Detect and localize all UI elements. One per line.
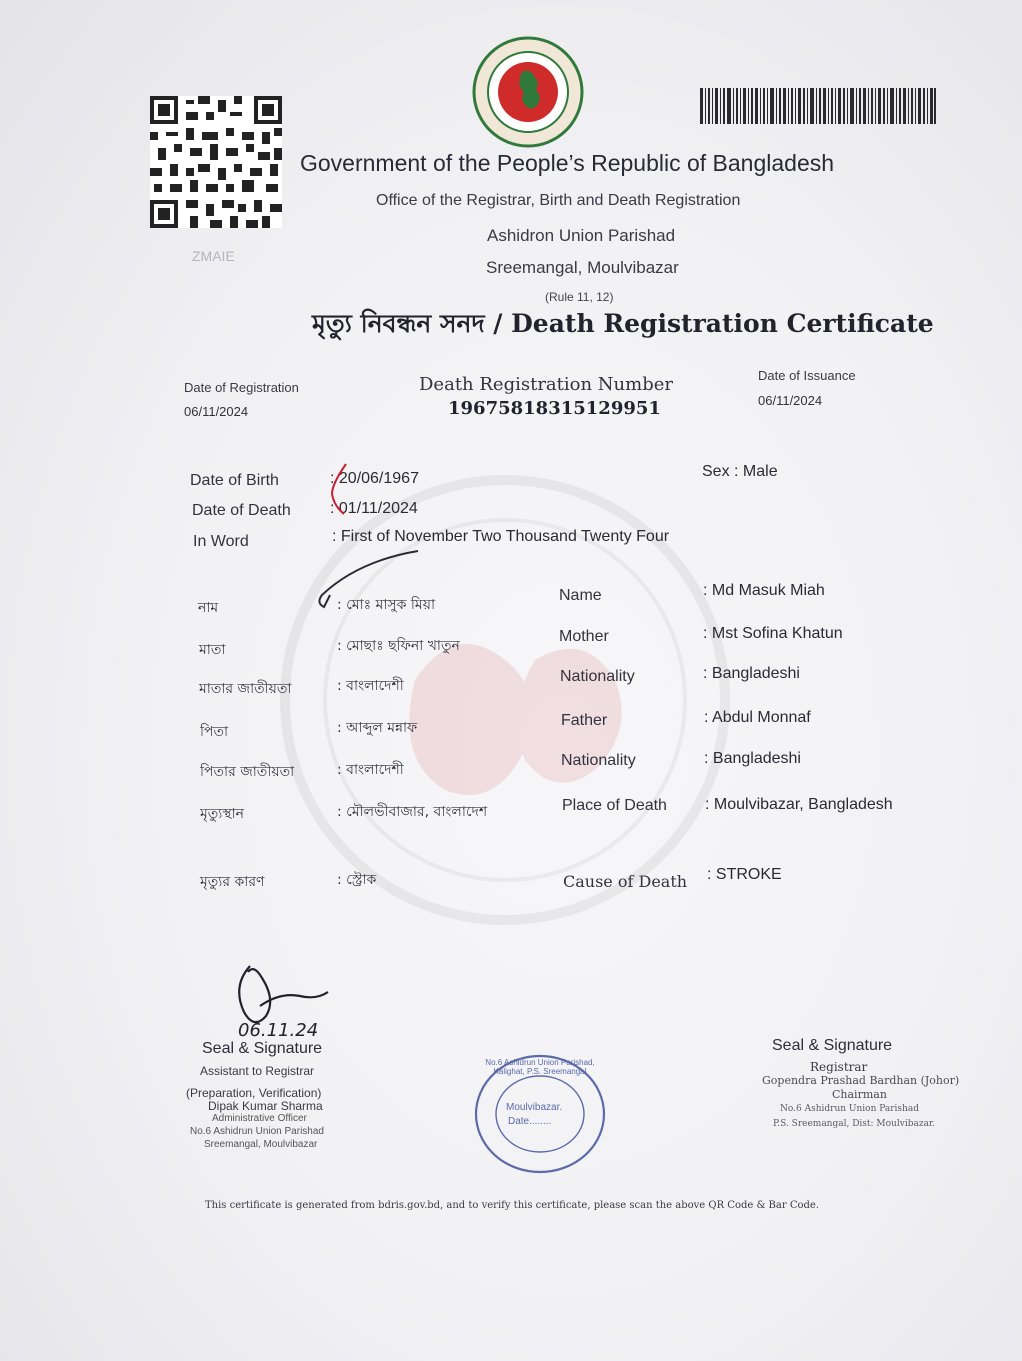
union-parishad-round-seal (472, 1052, 608, 1176)
left-signature-role-detail: (Preparation, Verification) (186, 1086, 322, 1100)
en-value: : Md Masuk Miah (703, 582, 825, 599)
en-label: Mother (559, 628, 609, 645)
handwritten-date: 06.11.24 (238, 1020, 319, 1041)
in-word-value: : First of November Two Thousand Twenty Four (332, 528, 670, 545)
bn-value: : মোঃ মাসুক মিয়া (337, 597, 436, 613)
date-of-issuance-value: 06/11/2024 (758, 393, 823, 408)
bn-label: মাতার জাতীয়তা (199, 681, 292, 697)
en-value: : Bangladeshi (704, 750, 801, 767)
bangladesh-government-emblem-icon (472, 36, 584, 148)
right-signature-area: P.S. Sreemangal, Dist: Moulvibazar. (773, 1119, 936, 1129)
en-value: : Bangladeshi (703, 665, 800, 682)
en-label: Cause of Death (563, 872, 688, 891)
seal-ring-text: No.6 Ashidrun Union Parishad, Kalighat, P.S. Sreemangal (485, 1058, 595, 1076)
area-name: Sreemangal, Moulvibazar (486, 258, 679, 277)
office-title: Office of the Registrar, Birth and Death Registration (376, 192, 741, 209)
en-label: Nationality (561, 752, 636, 769)
qr-code-label: ZMAIE (192, 248, 235, 264)
right-signature-role: Registrar (810, 1060, 868, 1074)
bn-label: মৃত্যুস্থান (200, 806, 245, 822)
left-signature-name: Dipak Kumar Sharma (208, 1099, 323, 1113)
seal-inner-line-1: Moulvibazar. (506, 1102, 563, 1113)
en-value: : Moulvibazar, Bangladesh (705, 796, 893, 813)
left-signature-role: Assistant to Registrar (200, 1064, 315, 1078)
bn-label: পিতার জাতীয়তা (200, 764, 295, 780)
en-value: : Abdul Monnaf (704, 709, 811, 726)
en-value: : STROKE (707, 866, 782, 883)
en-label: Name (559, 587, 602, 604)
bn-value: : মৌলভীবাজার, বাংলাদেশ (337, 804, 488, 820)
bn-label: নাম (198, 600, 219, 616)
left-signature-designation: Administrative Officer (212, 1113, 307, 1124)
rule-reference: (Rule 11, 12) (545, 290, 614, 304)
left-signature-area: Sreemangal, Moulvibazar (204, 1139, 318, 1150)
bn-label: মাতা (199, 642, 226, 658)
qr-code (150, 96, 282, 228)
dob-value: : 20/06/1967 (330, 470, 419, 487)
right-signature-designation: Chairman (832, 1088, 887, 1101)
government-title: Government of the People’s Republic of Bangladesh (300, 150, 835, 176)
en-label: Father (561, 712, 608, 729)
registration-number-value: 19675818315129951 (448, 398, 661, 419)
union-name: Ashidron Union Parishad (487, 226, 676, 245)
right-signature-name: Gopendra Prashad Bardhan (Johor) (762, 1074, 960, 1087)
date-of-registration-label: Date of Registration (184, 380, 299, 395)
en-value: : Mst Sofina Khatun (703, 625, 843, 642)
bn-value: : বাংলাদেশী (337, 678, 404, 694)
dod-value: : 01/11/2024 (330, 500, 418, 517)
in-word-label: In Word (193, 533, 249, 550)
seal-inner-line-2: Date........ (508, 1116, 552, 1127)
en-label: Nationality (560, 668, 635, 685)
barcode (700, 88, 936, 124)
date-of-registration-value: 06/11/2024 (184, 404, 249, 419)
verification-note: This certificate is generated from bdris.gov.bd, and to verify this certificate, please scan the above QR Code & Bar Code. (205, 1200, 819, 1211)
en-label: Place of Death (562, 797, 667, 814)
handwritten-signature-left (220, 946, 340, 1042)
bn-label: পিতা (200, 724, 229, 740)
sex-value: Sex : Male (702, 463, 778, 480)
right-signature-office: No.6 Ashidrun Union Parishad (780, 1104, 919, 1114)
date-of-issuance-label: Date of Issuance (758, 368, 856, 383)
bn-label: মৃত্যুর কারণ (200, 874, 265, 890)
bn-value: : আব্দুল মন্নাফ (337, 720, 418, 736)
left-seal-signature-title: Seal & Signature (202, 1040, 323, 1057)
dod-label: Date of Death (192, 502, 291, 519)
bn-value: : বাংলাদেশী (337, 762, 404, 778)
handwritten-check-mark (320, 460, 360, 520)
registration-number-label: Death Registration Number (419, 374, 673, 395)
bn-value: : মোছাঃ ছফিনা খাতুন (337, 638, 460, 654)
left-signature-office: No.6 Ashidrun Union Parishad (190, 1126, 324, 1137)
right-seal-signature-title: Seal & Signature (772, 1037, 893, 1054)
dob-label: Date of Birth (190, 472, 279, 489)
bn-value: : স্ট্রোক (337, 872, 377, 888)
certificate-title: মৃত্যু নিবন্ধন সনদ / Death Registration Certificate (312, 309, 934, 338)
